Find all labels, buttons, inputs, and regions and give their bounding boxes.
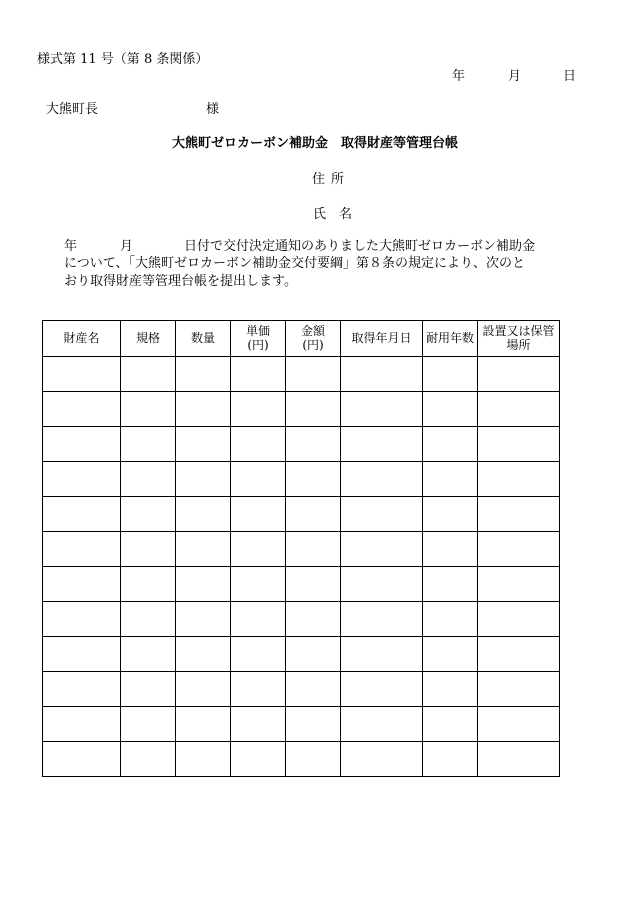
- column-header-label: 金額: [300, 323, 325, 338]
- recipient-name: 大熊町長: [46, 102, 99, 117]
- table-cell: [231, 427, 286, 462]
- table-cell: [176, 497, 231, 532]
- table-cell: [121, 742, 176, 777]
- table-cell: [43, 357, 121, 392]
- table-row: [43, 742, 560, 777]
- table-cell: [176, 532, 231, 567]
- table-cell: [478, 707, 560, 742]
- table-cell: [176, 672, 231, 707]
- table-row: [43, 392, 560, 427]
- table-cell: [121, 392, 176, 427]
- table-cell: [478, 532, 560, 567]
- table-cell: [341, 602, 423, 637]
- column-header: [423, 321, 478, 357]
- column-header-label: 規格: [135, 330, 160, 345]
- table-cell: [286, 707, 341, 742]
- table-cell: [341, 357, 423, 392]
- table-cell: [341, 427, 423, 462]
- table-cell: [286, 532, 341, 567]
- table-row: [43, 637, 560, 672]
- table-cell: [231, 707, 286, 742]
- table-cell: [478, 602, 560, 637]
- table-cell: [478, 462, 560, 497]
- table-cell: [43, 532, 121, 567]
- table-cell: [478, 637, 560, 672]
- table-cell: [43, 637, 121, 672]
- table-cell: [286, 357, 341, 392]
- column-header-label: 財産名: [63, 330, 100, 345]
- table-cell: [341, 392, 423, 427]
- table-cell: [423, 427, 478, 462]
- table-cell: [478, 742, 560, 777]
- column-header-sublabel: (円): [302, 337, 324, 352]
- date-year-label: 年: [452, 69, 466, 84]
- table-cell: [43, 392, 121, 427]
- table-cell: [43, 497, 121, 532]
- table-cell: [286, 672, 341, 707]
- table-cell: [43, 707, 121, 742]
- table-row: [43, 602, 560, 637]
- table-cell: [341, 707, 423, 742]
- table-cell: [423, 532, 478, 567]
- table-cell: [231, 357, 286, 392]
- table-cell: [176, 567, 231, 602]
- table-cell: [43, 602, 121, 637]
- body-year-label: 年: [64, 239, 78, 254]
- table-cell: [176, 427, 231, 462]
- table-cell: [231, 742, 286, 777]
- table-cell: [478, 567, 560, 602]
- table-cell: [43, 672, 121, 707]
- table-cell: [423, 567, 478, 602]
- property-ledger-table: [42, 320, 560, 777]
- table-cell: [231, 392, 286, 427]
- table-cell: [231, 462, 286, 497]
- table-cell: [478, 672, 560, 707]
- table-row: [43, 357, 560, 392]
- column-header: [286, 321, 341, 357]
- table-cell: [423, 672, 478, 707]
- table-cell: [176, 357, 231, 392]
- table-cell: [341, 532, 423, 567]
- table-cell: [121, 707, 176, 742]
- table-cell: [176, 742, 231, 777]
- body-month-label: 月: [120, 239, 134, 254]
- body-line-1: 日付で交付決定通知のありました大熊町ゼロカーボン補助金: [184, 239, 536, 254]
- table-cell: [176, 392, 231, 427]
- date-month-label: 月: [508, 69, 522, 84]
- table-cell: [176, 602, 231, 637]
- table-cell: [176, 637, 231, 672]
- table-cell: [231, 672, 286, 707]
- table-row: [43, 462, 560, 497]
- column-header-label: 耐用年数: [425, 330, 474, 345]
- column-header: [478, 321, 560, 357]
- table-cell: [286, 497, 341, 532]
- column-header-sublabel: 場所: [506, 337, 531, 352]
- table-row: [43, 567, 560, 602]
- table-row: [43, 532, 560, 567]
- table-row: [43, 707, 560, 742]
- column-header-label: 単価: [245, 323, 270, 338]
- table-cell: [121, 357, 176, 392]
- table-cell: [121, 532, 176, 567]
- table-cell: [341, 462, 423, 497]
- table-cell: [423, 637, 478, 672]
- table-cell: [231, 637, 286, 672]
- column-header: [231, 321, 286, 357]
- table-cell: [423, 602, 478, 637]
- column-header-label: 取得年月日: [351, 330, 412, 345]
- table-cell: [43, 742, 121, 777]
- applicant-address-label: 住所: [312, 172, 351, 187]
- table-cell: [231, 532, 286, 567]
- table-cell: [121, 567, 176, 602]
- table-cell: [341, 637, 423, 672]
- table-cell: [286, 567, 341, 602]
- table-cell: [231, 567, 286, 602]
- document-title: 大熊町ゼロカーボン補助金 取得財産等管理台帳: [171, 136, 458, 151]
- column-header: [43, 321, 121, 357]
- table-cell: [478, 427, 560, 462]
- table-cell: [121, 602, 176, 637]
- table-cell: [121, 672, 176, 707]
- table-cell: [341, 742, 423, 777]
- table-cell: [286, 637, 341, 672]
- column-header-label: 設置又は保管: [482, 323, 555, 338]
- table-cell: [423, 742, 478, 777]
- table-cell: [121, 637, 176, 672]
- table-row: [43, 497, 560, 532]
- table-cell: [286, 602, 341, 637]
- applicant-name-label: 氏名: [313, 207, 366, 222]
- table-cell: [478, 357, 560, 392]
- date-day-label: 日: [563, 69, 577, 84]
- table-cell: [423, 462, 478, 497]
- column-header: [176, 321, 231, 357]
- table-cell: [286, 427, 341, 462]
- table-cell: [176, 462, 231, 497]
- table-cell: [43, 427, 121, 462]
- column-header: [341, 321, 423, 357]
- table-cell: [423, 707, 478, 742]
- table-cell: [286, 462, 341, 497]
- table-cell: [478, 392, 560, 427]
- table-cell: [478, 497, 560, 532]
- table-body: [43, 357, 560, 777]
- table-cell: [341, 567, 423, 602]
- table-cell: [423, 357, 478, 392]
- table-row: [43, 427, 560, 462]
- table-header-row: [43, 321, 560, 357]
- table-cell: [423, 392, 478, 427]
- table-cell: [231, 497, 286, 532]
- body-line-2: について、「大熊町ゼロカーボン補助金交付要綱」第８条の規定により、次のと: [64, 256, 525, 271]
- table-cell: [176, 707, 231, 742]
- form-number: 様式第 11 号（第 8 条関係）: [37, 52, 209, 67]
- table-cell: [231, 602, 286, 637]
- table-row: [43, 672, 560, 707]
- table-cell: [423, 497, 478, 532]
- table-cell: [43, 567, 121, 602]
- table-cell: [43, 462, 121, 497]
- table-cell: [341, 497, 423, 532]
- table-cell: [286, 742, 341, 777]
- column-header-sublabel: (円): [247, 337, 269, 352]
- body-line-3: おり取得財産等管理台帳を提出します。: [64, 274, 297, 289]
- recipient-honorific: 様: [206, 102, 220, 117]
- table-cell: [121, 427, 176, 462]
- column-header-label: 数量: [190, 330, 215, 345]
- table-cell: [341, 672, 423, 707]
- table-cell: [286, 392, 341, 427]
- column-header: [121, 321, 176, 357]
- table-cell: [121, 497, 176, 532]
- table-cell: [121, 462, 176, 497]
